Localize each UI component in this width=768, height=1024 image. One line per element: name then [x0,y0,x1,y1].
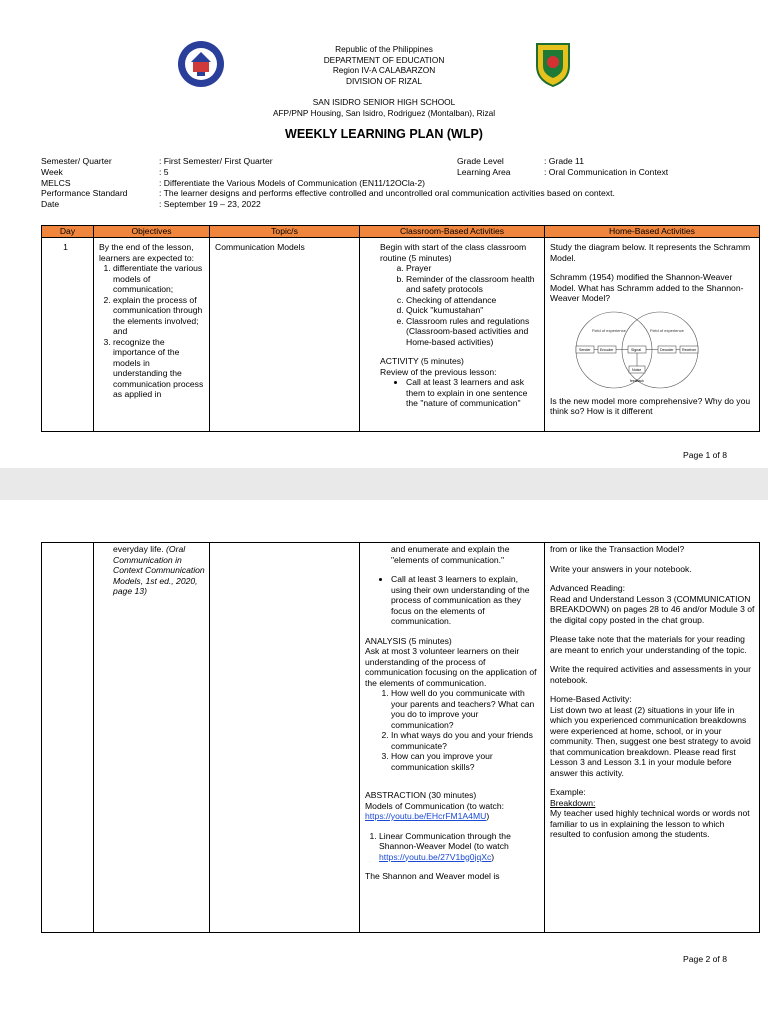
home-text: Write the required activities and assessments in your notebook. [550,664,751,685]
home-cell [545,238,760,432]
video-link[interactable]: https://youtu.be/EHcrFM1A4MU [365,811,487,821]
home-cell [545,543,760,933]
table-row [42,238,760,432]
abstraction-text: Models of Communication (to watch: https://youtu.be/EHcrFM1A4MU) [365,800,504,821]
home-activity-title: Home-Based Activity: [550,694,632,704]
col-header-home: Home-Based Activities [545,226,760,238]
date-value: : September 19 – 23, 2022 [159,199,261,210]
routine-item: e. Classroom rules and regulations (Classroom-based activities and Home-based activities) [406,316,540,348]
col-header-day: Day [42,226,94,238]
home-text: Study the diagram below. It represents the Schramm Model. [550,242,751,263]
objective-continued: everyday life. [113,544,164,554]
grade-label: Grade Level [457,156,504,166]
col-header-classroom: Classroom-Based Activities [360,226,545,238]
objectives-intro: By the end of the lesson, learners are expected to: [99,242,195,263]
header-line: Republic of the Philippines [335,44,433,54]
linear-model-item: 1. Linear Communication through the Shannon-Weaver Model (to watch https://youtu.be/27V1bg0jqXc) [379,831,540,863]
school-name: SAN ISIDRO SENIOR HIGH SCHOOL [312,97,456,107]
meta-labels [41,156,127,210]
activity-intro: Review of the previous lesson: [380,366,497,377]
header-line: DIVISION OF RIZAL [345,75,423,86]
date-label: Date [41,199,60,210]
objective-item: 3. recognize the importance of the models in understanding the communication process as applied in [113,337,205,400]
objectives-cell [94,238,210,432]
diagram-noise: Noise [632,367,642,372]
plan-table [41,225,760,432]
diagram-box-receiver: Receiver [682,347,697,352]
home-text: Is the new model more comprehensive? Why do you think so? How is it different [550,395,751,416]
melcs-value: : Differentiate the Various Models of Communication (EN11/12OCla-2) [159,177,426,188]
header-line: Region IV-A CALABARZON [332,65,436,75]
diagram-box-decoder: Decoder [660,347,674,352]
week-label: Week [41,166,63,177]
home-text: Schramm (1954) modified the Shannon-Weaver Model. What has Schramm added to the Shannon-Weaver Model? [550,272,744,303]
page-1 [0,0,768,468]
topic-cell [210,543,360,933]
diagram-box-signal: Signal [631,347,641,352]
breakdown-label: Breakdown: [550,797,596,808]
objectives-cell [94,543,210,933]
home-text: Write your answers in your notebook. [550,563,692,574]
week-value: : 5 [159,166,169,177]
abstraction-title: ABSTRACTION (30 minutes) [365,790,477,800]
day-cell [42,543,94,933]
performance-value: : The learner designs and performs effective controlled and uncontrolled oral communication activities based on context. [159,188,615,199]
agency-header [0,44,768,86]
analysis-question: 3. How can you improve your communication skills? [391,751,540,772]
meta-labels-right [457,156,511,178]
objective-reference: (Oral Communication in Context Communication Models, 1st ed., 2020, page 13) [113,544,205,596]
col-header-objectives: Objectives [94,226,210,238]
semester-value: : First Semester/ First Quarter [159,156,273,166]
document-title: WEEKLY LEARNING PLAN (WLP) [285,127,483,141]
table-header-row [42,226,760,238]
classroom-cell [360,543,545,933]
home-text: Please take note that the materials for your reading are meant to enrich your understanding of the topic. [550,634,747,655]
area-value: : Oral Communication in Context [544,166,669,177]
class-text: The Shannon and Weaver model is [365,871,500,881]
analysis-question: 1. How well do you communicate with your parents and teachers? What can you do to improve your communication? [391,688,540,730]
plan-table-continued [41,542,760,933]
diagram-field-right: Field of experience [650,327,684,333]
school-address: AFP/PNP Housing, San Isidro, Rodriguez (Montalban), Rizal [272,107,496,118]
page-number: Page 2 of 8 [683,954,727,964]
activity-bullet: • Call at least 3 learners and ask them to explain in one sentence the "nature of communication" [406,377,540,409]
school-header [0,97,768,118]
col-header-topics: Topic/s [210,226,360,238]
performance-label: Performance Standard [41,188,128,199]
objective-item: 2. explain the process of communication through the elements involved; and [113,295,205,337]
routine-item: d. Quick "kumustahan" [406,305,540,316]
meta-values-right [544,156,668,178]
classroom-intro: Begin with start of the class classroom routine (5 minutes) [380,242,527,263]
semester-label: Semester/ Quarter [41,156,112,166]
diagram-box-sender: Sender [579,347,591,352]
schramm-model-diagram [562,310,712,392]
header-line: DEPARTMENT OF EDUCATION [323,54,445,65]
advanced-reading-title: Advanced Reading: [550,583,626,593]
grade-value: : Grade 11 [544,156,584,166]
objective-item: 1. differentiate the various models of communication; [113,263,205,295]
topic-cell: Communication Models [210,238,360,432]
routine-item: b. Reminder of the classroom health and safety protocols [406,274,540,295]
routine-item: a. Prayer [406,263,540,274]
diagram-field-left: Field of experience [592,327,626,333]
diagram-feedback: feedback [630,378,644,383]
home-text: from or like the Transaction Model? [550,544,685,554]
page-2 [0,500,768,1024]
analysis-intro: Ask at most 3 volunteer learners on their understanding of the process of communication focusing on the application of the elements of communication. [365,646,537,688]
area-label: Learning Area [457,166,511,177]
melcs-label: MELCS [41,177,71,188]
class-text: and enumerate and explain the "elements of communication." [391,544,510,565]
advanced-reading-text: Read and Understand Lesson 3 (COMMUNICATION BREAKDOWN) on pages 28 to 46 and/or Module 3 of the digital copy posted in the chat group. [550,593,755,625]
activity-title: ACTIVITY (5 minutes) [380,356,464,366]
day-cell: 1 [42,238,94,432]
table-row [42,543,760,933]
home-activity-text: List down two at least (2) situations in your life in which you experienced communication breakdowns were experienced at home, school, or in your community. Then, suggest one best strategy to avoid that communication breakdown. Please read first Lesson 3 and Lesson 3.1 in your module before answer this activity. [550,704,751,778]
example-text: My teacher used highly technical words or words not familiar to us in explaining the lesson to which resulted to confusion among the students. [550,808,750,839]
example-title: Example: [550,787,586,797]
analysis-question: 2. In what ways do you and your friends communicate? [391,730,540,751]
video-link[interactable]: https://youtu.be/27V1bg0jqXc [379,851,492,862]
analysis-title: ANALYSIS (5 minutes) [365,635,452,646]
diagram-box-encoder: Encoder [600,347,614,352]
class-bullet: • Call at least 3 learners to explain, using their own understanding of the process of communication as they focus on the elements of communication. [391,574,540,627]
routine-item: c. Checking of attendance [406,295,540,306]
classroom-cell [360,238,545,432]
page-number: Page 1 of 8 [683,450,727,460]
